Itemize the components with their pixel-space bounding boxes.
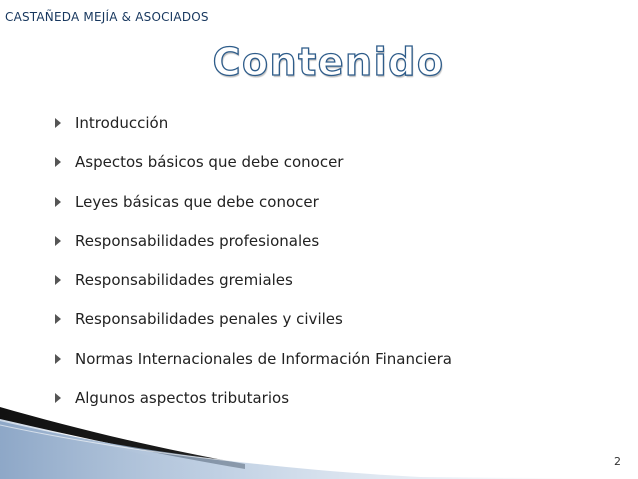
triangle-right-icon bbox=[55, 354, 61, 364]
list-item-label: Normas Internacionales de Información Financiera bbox=[75, 349, 452, 368]
swoosh-blue-band bbox=[0, 421, 638, 479]
list-item bbox=[52, 110, 452, 149]
list-item-label: Leyes básicas que debe conocer bbox=[75, 192, 319, 211]
decorative-swoosh bbox=[0, 385, 638, 479]
list-item-label: Aspectos básicos que debe conocer bbox=[75, 153, 344, 172]
triangle-right-icon bbox=[55, 236, 61, 246]
list-item-label: Algunos aspectos tributarios bbox=[75, 389, 290, 408]
list-item bbox=[52, 346, 452, 385]
list-item bbox=[52, 306, 452, 345]
slide-title: Contenido bbox=[212, 40, 445, 84]
list-item-label: Responsabilidades profesionales bbox=[75, 231, 320, 250]
list-item-label: Introducción bbox=[75, 114, 169, 132]
triangle-right-icon bbox=[55, 275, 61, 285]
triangle-right-icon bbox=[55, 314, 61, 324]
company-header: CASTAÑEDA MEJÍA & ASOCIADOS bbox=[5, 10, 209, 24]
list-item-label: Responsabilidades penales y civiles bbox=[75, 310, 343, 329]
list-item-label: Responsabilidades gremiales bbox=[75, 271, 293, 290]
content-list bbox=[52, 110, 452, 424]
list-item bbox=[52, 189, 452, 228]
list-item bbox=[52, 267, 452, 306]
triangle-right-icon bbox=[55, 118, 61, 128]
page-number: 2 bbox=[614, 455, 621, 468]
list-item bbox=[52, 149, 452, 188]
triangle-right-icon bbox=[55, 157, 61, 167]
list-item bbox=[52, 228, 452, 267]
triangle-right-icon bbox=[55, 197, 61, 207]
